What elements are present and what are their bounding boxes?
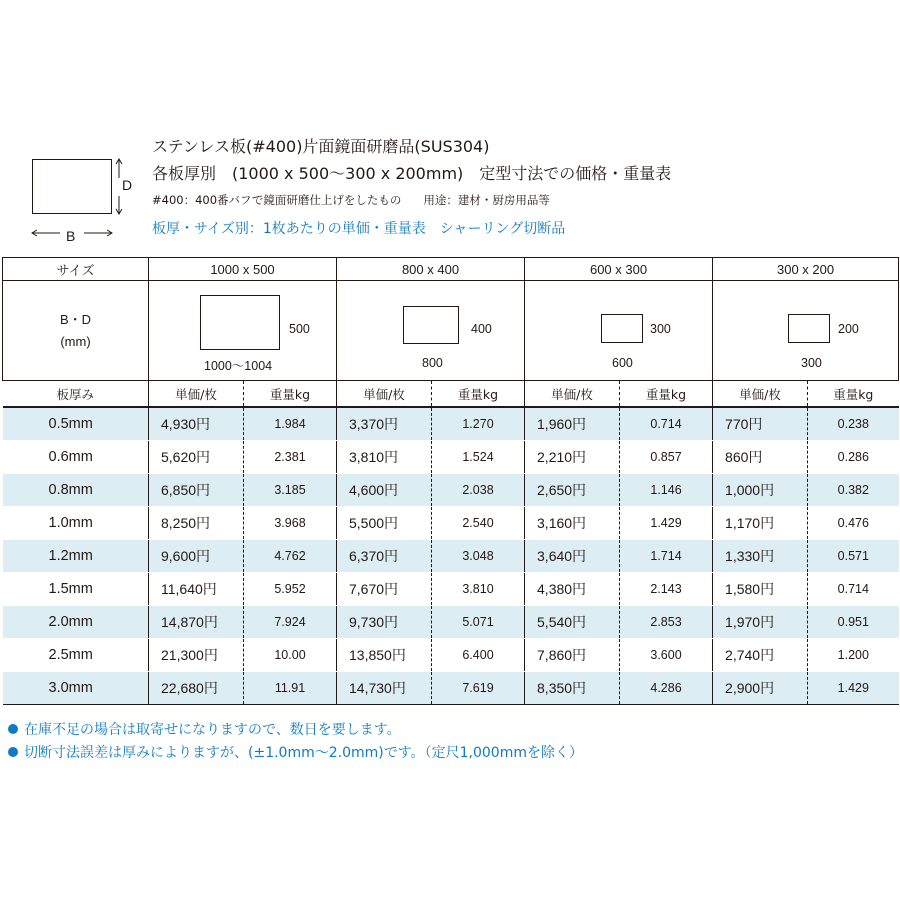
weight-cell: 0.476 xyxy=(808,507,899,540)
dim-b-label: 1000～1004 xyxy=(204,359,273,373)
price-cell: 770円 xyxy=(713,407,808,441)
dim-d-label: 300 xyxy=(650,322,671,336)
price-header: 単価/枚 xyxy=(525,381,620,408)
weight-cell: 1.429 xyxy=(620,507,713,540)
table-body xyxy=(3,407,899,705)
weight-cell: 0.951 xyxy=(808,606,899,639)
dim-d-label: 400 xyxy=(471,322,492,336)
weight-cell: 3.185 xyxy=(244,474,337,507)
price-cell: 5,540円 xyxy=(525,606,620,639)
weight-cell: 0.382 xyxy=(808,474,899,507)
table-row xyxy=(3,507,899,540)
price-cell: 9,730円 xyxy=(337,606,432,639)
usage-description: 用途：建材・厨房用品等 xyxy=(423,193,550,207)
price-cell: 2,210円 xyxy=(525,441,620,474)
thickness-cell: 0.6mm xyxy=(3,441,149,474)
price-cell: 4,930円 xyxy=(149,407,244,441)
price-cell: 5,500円 xyxy=(337,507,432,540)
weight-cell: 1.200 xyxy=(808,639,899,672)
weight-cell: 1.714 xyxy=(620,540,713,573)
thickness-cell: 1.5mm xyxy=(3,573,149,606)
weight-header: 重量kg xyxy=(620,381,713,408)
weight-cell: 1.270 xyxy=(432,407,525,441)
b-dimension-label: B xyxy=(66,228,76,244)
dim-cell-1000x500 xyxy=(149,281,337,381)
price-cell: 8,250円 xyxy=(149,507,244,540)
price-cell: 1,580円 xyxy=(713,573,808,606)
table-row xyxy=(3,606,899,639)
note-text: 切断寸法誤差は厚みによりますが、(±1.0mm～2.0mm)です。（定尺1,000mmを除く） xyxy=(24,745,583,761)
dimension-diagram xyxy=(28,150,138,245)
page-subtitle: 各板厚別 (1000 x 500～300 x 200mm) 定型寸法での価格・重量表 xyxy=(152,164,672,183)
price-cell: 860円 xyxy=(713,441,808,474)
thickness-header: 板厚み xyxy=(3,381,149,408)
weight-cell: 4.286 xyxy=(620,672,713,705)
price-header: 単価/枚 xyxy=(149,381,244,408)
thickness-cell: 1.0mm xyxy=(3,507,149,540)
weight-cell: 5.071 xyxy=(432,606,525,639)
weight-header: 重量kg xyxy=(432,381,525,408)
thickness-cell: 0.5mm xyxy=(3,407,149,441)
note-item xyxy=(8,719,583,742)
weight-header: 重量kg xyxy=(244,381,337,408)
price-cell: 14,870円 xyxy=(149,606,244,639)
weight-cell: 3.810 xyxy=(432,573,525,606)
bullet-icon xyxy=(8,747,18,757)
dim-cell-300x200 xyxy=(713,281,899,381)
size-header: サイズ xyxy=(3,258,149,281)
size-header-300x200: 300 x 200 xyxy=(713,258,899,281)
table-row xyxy=(3,441,899,474)
size-header-800x400: 800 x 400 xyxy=(337,258,525,281)
price-cell: 1,960円 xyxy=(525,407,620,441)
weight-cell: 3.600 xyxy=(620,639,713,672)
weight-cell: 0.286 xyxy=(808,441,899,474)
size-header-1000x500: 1000 x 500 xyxy=(149,258,337,281)
dimension-arrows xyxy=(28,150,138,245)
price-cell: 4,380円 xyxy=(525,573,620,606)
price-cell: 8,350円 xyxy=(525,672,620,705)
weight-cell: 4.762 xyxy=(244,540,337,573)
section-heading-main: 板厚・サイズ別：1枚あたりの単価・重量表 xyxy=(152,221,426,237)
dim-box xyxy=(788,314,830,343)
weight-cell: 1.984 xyxy=(244,407,337,441)
price-cell: 1,170円 xyxy=(713,507,808,540)
dim-b-label: 600 xyxy=(612,356,633,370)
price-weight-table xyxy=(2,257,899,705)
weight-cell: 1.524 xyxy=(432,441,525,474)
weight-cell: 6.400 xyxy=(432,639,525,672)
dim-cell-800x400 xyxy=(337,281,525,381)
weight-cell: 3.048 xyxy=(432,540,525,573)
weight-cell: 0.714 xyxy=(808,573,899,606)
weight-cell: 2.540 xyxy=(432,507,525,540)
weight-cell: 2.038 xyxy=(432,474,525,507)
section-heading xyxy=(152,218,565,238)
weight-cell: 0.714 xyxy=(620,407,713,441)
price-cell: 7,860円 xyxy=(525,639,620,672)
weight-cell: 0.857 xyxy=(620,441,713,474)
price-cell: 4,600円 xyxy=(337,474,432,507)
dim-b-label: 800 xyxy=(422,356,443,370)
thickness-cell: 0.8mm xyxy=(3,474,149,507)
table-row xyxy=(3,407,899,441)
note-text: 在庫不足の場合は取寄せになりますので、数日を要します。 xyxy=(24,722,401,738)
price-cell: 5,620円 xyxy=(149,441,244,474)
weight-cell: 11.91 xyxy=(244,672,337,705)
weight-header: 重量kg xyxy=(808,381,899,408)
price-cell: 3,810円 xyxy=(337,441,432,474)
price-cell: 3,370円 xyxy=(337,407,432,441)
price-cell: 1,970円 xyxy=(713,606,808,639)
bullet-icon xyxy=(8,724,18,734)
price-cell: 14,730円 xyxy=(337,672,432,705)
dim-box xyxy=(601,314,643,343)
thickness-cell: 2.5mm xyxy=(3,639,149,672)
table-row xyxy=(3,474,899,507)
weight-cell: 0.238 xyxy=(808,407,899,441)
thickness-cell: 3.0mm xyxy=(3,672,149,705)
weight-cell: 0.571 xyxy=(808,540,899,573)
weight-cell: 3.968 xyxy=(244,507,337,540)
dim-d-label: 500 xyxy=(289,322,310,336)
price-cell: 21,300円 xyxy=(149,639,244,672)
dim-b-label: 300 xyxy=(801,356,822,370)
page-title: ステンレス板(#400)片面鏡面研磨品(SUS304) xyxy=(152,137,490,156)
weight-cell: 2.143 xyxy=(620,573,713,606)
dim-d-label: 200 xyxy=(838,322,859,336)
price-cell: 1,000円 xyxy=(713,474,808,507)
thickness-cell: 2.0mm xyxy=(3,606,149,639)
bd-label: B・D xyxy=(59,311,92,327)
price-cell: 7,670円 xyxy=(337,573,432,606)
finish-description: #400：400番バフで鏡面研磨仕上げをしたもの xyxy=(152,193,402,207)
dim-box xyxy=(200,295,280,350)
thickness-cell: 1.2mm xyxy=(3,540,149,573)
price-cell: 2,740円 xyxy=(713,639,808,672)
dim-box xyxy=(403,306,459,344)
price-cell: 6,370円 xyxy=(337,540,432,573)
weight-cell: 5.952 xyxy=(244,573,337,606)
price-cell: 1,330円 xyxy=(713,540,808,573)
table-row xyxy=(3,639,899,672)
mm-label: (mm) xyxy=(60,333,91,349)
price-cell: 3,640円 xyxy=(525,540,620,573)
price-header: 単価/枚 xyxy=(713,381,808,408)
finish-note xyxy=(152,192,550,208)
price-cell: 3,160円 xyxy=(525,507,620,540)
bd-unit-cell xyxy=(3,281,149,381)
table-row xyxy=(3,540,899,573)
weight-cell: 10.00 xyxy=(244,639,337,672)
price-cell: 2,650円 xyxy=(525,474,620,507)
d-dimension-label: D xyxy=(122,177,133,193)
price-cell: 6,850円 xyxy=(149,474,244,507)
price-cell: 2,900円 xyxy=(713,672,808,705)
table-row xyxy=(3,672,899,705)
price-cell: 11,640円 xyxy=(149,573,244,606)
dim-cell-600x300 xyxy=(525,281,713,381)
table-row xyxy=(3,573,899,606)
notes xyxy=(8,719,583,765)
weight-cell: 1.146 xyxy=(620,474,713,507)
section-heading-sub: シャーリング切断品 xyxy=(439,221,566,237)
weight-cell: 2.381 xyxy=(244,441,337,474)
size-header-600x300: 600 x 300 xyxy=(525,258,713,281)
weight-cell: 1.429 xyxy=(808,672,899,705)
price-cell: 22,680円 xyxy=(149,672,244,705)
price-cell: 13,850円 xyxy=(337,639,432,672)
weight-cell: 7.924 xyxy=(244,606,337,639)
note-item xyxy=(8,742,583,765)
price-header: 単価/枚 xyxy=(337,381,432,408)
weight-cell: 2.853 xyxy=(620,606,713,639)
price-cell: 9,600円 xyxy=(149,540,244,573)
weight-cell: 7.619 xyxy=(432,672,525,705)
